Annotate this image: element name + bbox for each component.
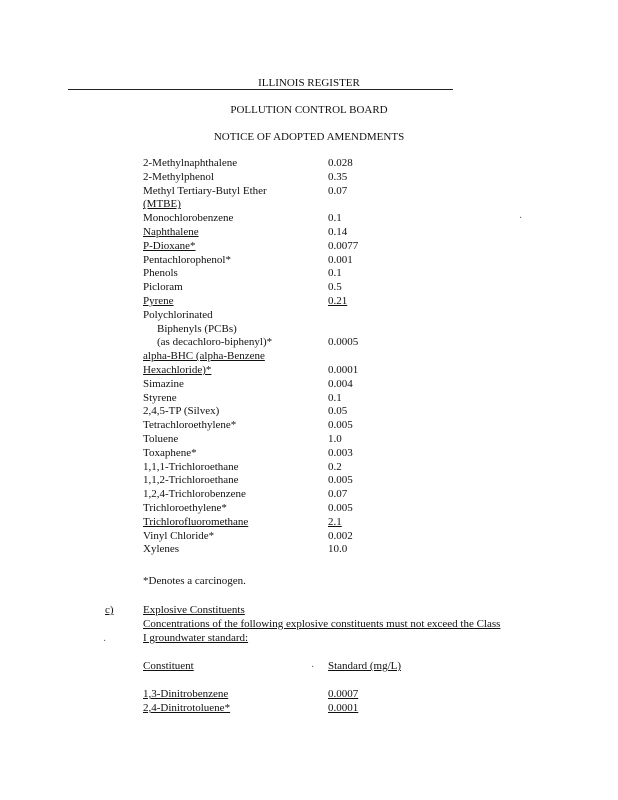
constituent-row: [0, 267, 618, 280]
section-c-label: c): [105, 604, 114, 616]
constituent-row: [0, 364, 618, 377]
constituent-value: 2.1: [328, 515, 342, 528]
constituent-row: [0, 530, 618, 543]
column-header-standard: Standard (mg/L): [328, 660, 402, 672]
explosive-row-value: 0.0001: [328, 702, 359, 714]
constituent-value: 0.14: [328, 226, 348, 238]
constituent-name: Toluene: [143, 433, 179, 445]
scan-speck: ·: [519, 213, 523, 224]
constituent-value: 0.05: [328, 405, 348, 418]
constituent-value: 0.1: [328, 212, 342, 225]
constituent-value: 0.1: [328, 267, 342, 280]
constituent-name: Trichloroethylene*: [143, 502, 227, 514]
constituent-value: 0.07: [328, 488, 348, 501]
explosive-row-name: 1,3-Dinitrobenzene: [143, 688, 229, 700]
constituent-value: 10.0: [328, 543, 348, 556]
section-c-text-line1: Concentrations of the following explosive constituents must not exceed the Class: [143, 618, 501, 630]
constituent-name: (MTBE): [143, 198, 181, 211]
constituent-row: [0, 419, 618, 432]
register-title: ILLINOIS REGISTER: [258, 77, 360, 89]
constituent-name: Styrene: [143, 391, 177, 404]
constituent-name: 1,1,2-Trichloroethane: [143, 474, 239, 487]
constituent-value: 0.07: [328, 184, 348, 197]
constituent-row: [0, 378, 618, 391]
constituent-row: [0, 488, 618, 501]
constituent-row: [0, 226, 618, 239]
explosive-row-name: 2,4-Dinitrotoluene*: [143, 702, 231, 714]
constituent-row: [0, 474, 618, 487]
constituent-row: [0, 461, 618, 474]
constituent-value: 1.0: [328, 433, 342, 445]
constituent-name: Biphenyls (PCBs): [157, 322, 237, 335]
notice-title: NOTICE OF ADOPTED AMENDMENTS: [213, 131, 405, 143]
constituent-value: 0.5: [328, 281, 342, 294]
explosive-row-value: 0.0007: [328, 688, 359, 700]
scan-speck: ·: [103, 636, 107, 647]
constituent-value: 0.005: [328, 474, 353, 487]
constituent-row: [0, 198, 618, 211]
constituent-value: 0.005: [328, 502, 353, 514]
constituent-row: [0, 323, 618, 336]
constituent-row: [0, 212, 618, 225]
constituent-value: 0.005: [328, 419, 353, 432]
constituent-row: [0, 405, 618, 418]
constituent-row: [0, 433, 618, 446]
constituent-name: Naphthalene: [143, 226, 199, 238]
constituent-name: 2-Methylnaphthalene: [143, 157, 238, 169]
constituent-name: Pentachlorophenol*: [143, 253, 231, 266]
constituent-name: Trichlorofluoromethane: [143, 515, 249, 528]
constituent-value: 0.2: [328, 460, 342, 473]
constituent-name: Vinyl Chloride*: [143, 529, 215, 542]
section-c-title: Explosive Constituents: [143, 604, 245, 616]
constituent-name: Pyrene: [143, 295, 174, 307]
constituent-value: 0.003: [328, 446, 353, 459]
constituent-value: 0.001: [328, 253, 353, 266]
constituent-row: [0, 350, 618, 363]
carcinogen-note: *Denotes a carcinogen.: [143, 575, 246, 587]
constituent-value: 0.0005: [328, 336, 359, 349]
constituent-name: (as decachloro-biphenyl)*: [157, 336, 273, 349]
constituent-value: 0.0077: [328, 239, 359, 252]
constituent-name: 2-Methylphenol: [143, 170, 214, 183]
constituent-name: Hexachloride)*: [143, 364, 212, 376]
constituent-name: Methyl Tertiary-Butyl Ether: [143, 184, 267, 197]
constituent-value: 0.004: [328, 377, 353, 390]
constituent-row: [0, 281, 618, 294]
section-c-text-line2: I groundwater standard:: [143, 632, 249, 644]
constituent-name: P-Dioxane*: [143, 239, 196, 252]
constituent-value: 0.028: [328, 157, 353, 169]
constituent-name: Toxaphene*: [143, 446, 197, 459]
scan-speck: ·: [311, 662, 315, 673]
constituent-value: 0.35: [328, 170, 348, 183]
constituent-name: 2,4,5-TP (Silvex): [143, 405, 220, 418]
constituent-name: Picloram: [143, 281, 183, 294]
constituent-value: 0.002: [328, 529, 353, 542]
constituent-name: 1,2,4-Trichlorobenzene: [143, 488, 246, 501]
constituent-name: Polychlorinated: [143, 308, 213, 321]
constituent-row: [0, 447, 618, 460]
board-title: POLLUTION CONTROL BOARD: [230, 104, 388, 116]
constituent-row: [0, 543, 618, 556]
constituent-row: [0, 392, 618, 405]
constituent-row: [0, 295, 618, 308]
constituent-row: [0, 157, 618, 170]
constituent-row: [0, 336, 618, 349]
constituent-name: Phenols: [143, 267, 178, 280]
constituent-row: [0, 171, 618, 184]
constituent-row: [0, 254, 618, 267]
constituent-name: Simazine: [143, 377, 184, 390]
constituent-value: 0.21: [328, 295, 348, 307]
constituent-value: 0.0001: [328, 364, 359, 376]
constituent-row: [0, 309, 618, 322]
constituent-row: [0, 240, 618, 253]
constituent-value: 0.1: [328, 391, 342, 404]
constituent-name: Xylenes: [143, 543, 180, 556]
constituent-name: 1,1,1-Trichloroethane: [143, 460, 239, 473]
constituent-row: [0, 185, 618, 198]
constituent-row: [0, 502, 618, 515]
constituent-name: Tetrachloroethylene*: [143, 419, 237, 432]
constituent-name: Monochlorobenzene: [143, 212, 234, 225]
constituent-row: [0, 516, 618, 529]
constituent-name: alpha-BHC (alpha-Benzene: [143, 350, 265, 363]
column-header-constituent: Constituent: [143, 660, 194, 672]
